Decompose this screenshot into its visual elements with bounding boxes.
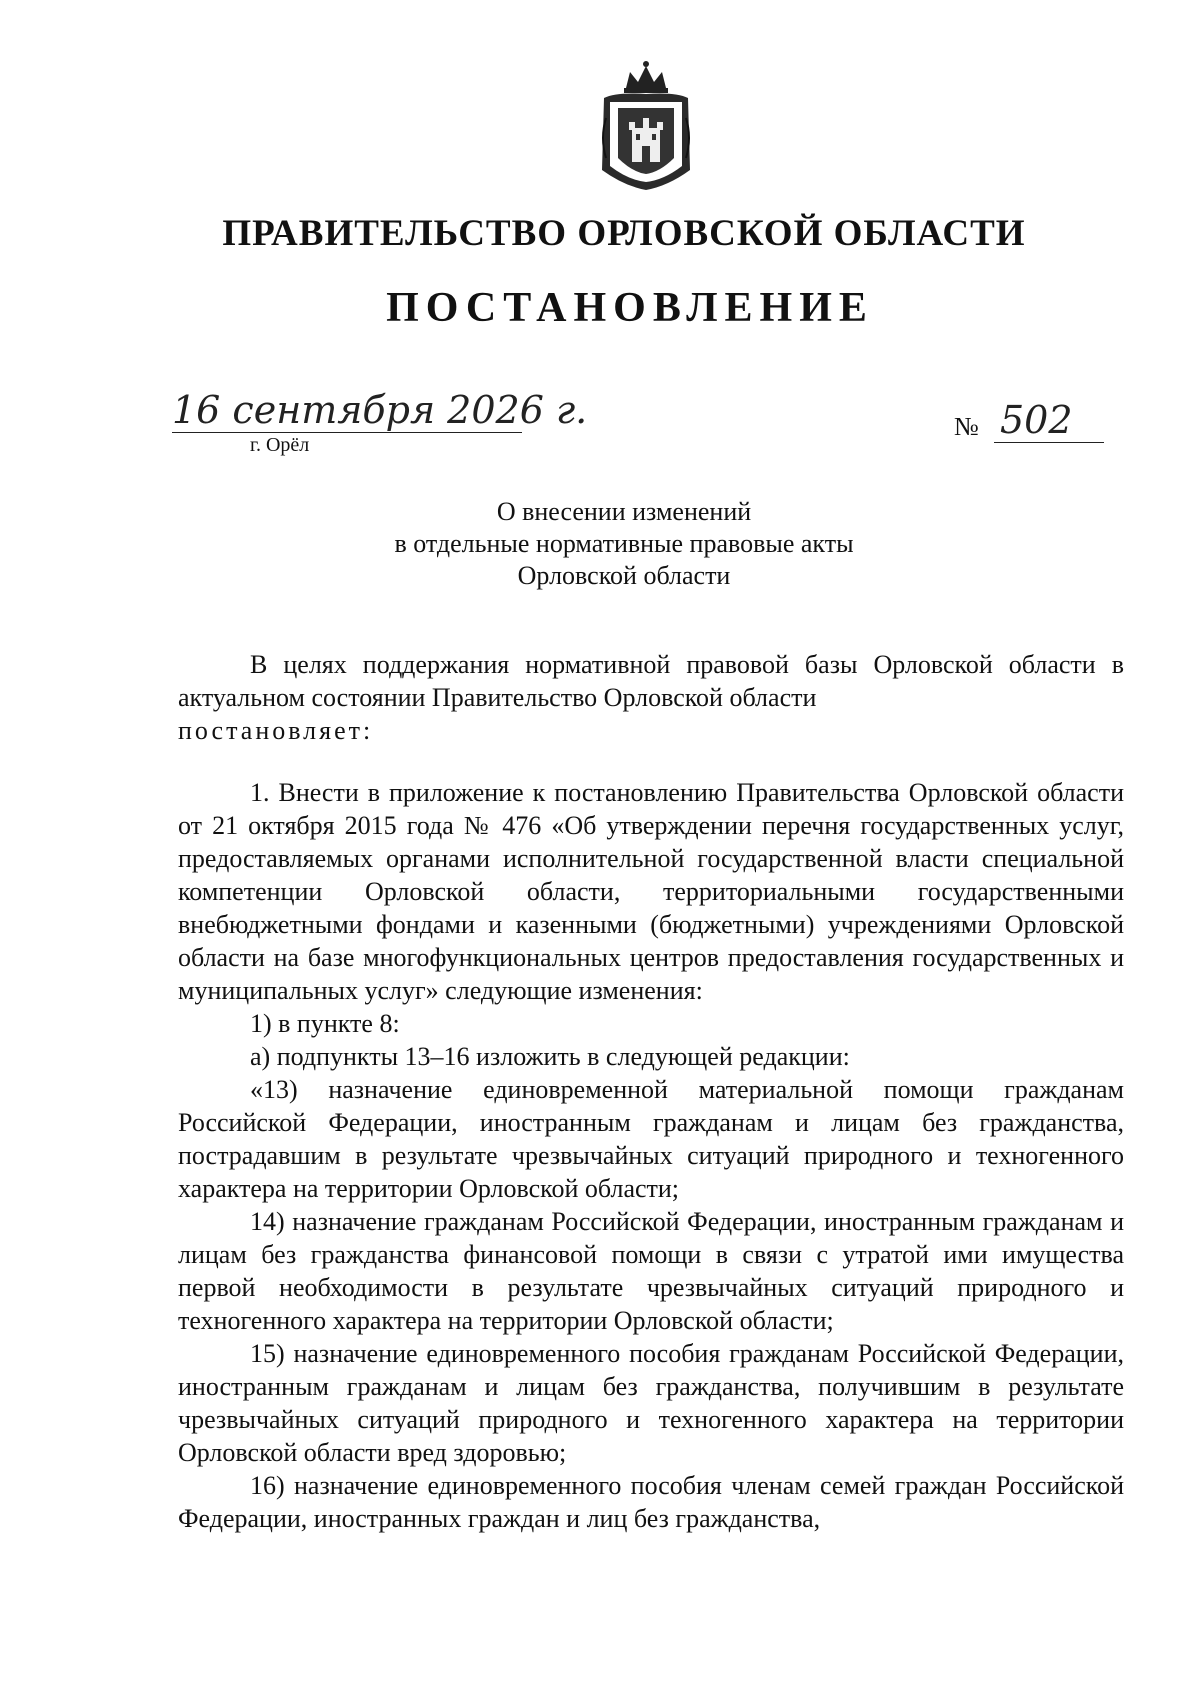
- number-underline: [994, 442, 1104, 443]
- coat-of-arms-emblem: [596, 58, 696, 193]
- preamble: [178, 648, 1124, 747]
- body-paragraph: 15) назначение единовременного пособия гражданам Российской Федерации, иностранным гражданам и лицам без гражданства, получившим в результате чрезвычайных ситуаций природного и техногенного характера на территории Орловской области вред здоровью;: [178, 1339, 1124, 1467]
- date-block: [172, 388, 588, 458]
- body-paragraph: 1. Внести в приложение к постановлению Правительства Орловской области от 21 октября 2015 года № 476 «Об утверждении перечня государственных услуг, предоставляемых органами исполнительной государственной власти специальной компетенции Орловской области, территориальными государственными внебюджетными фондами и казенными (бюджетными) учреждениями Орловской области на базе многофункциональных центров предоставления государственных и муниципальных услуг» следующие изменения:: [178, 778, 1124, 1005]
- number-block: [954, 398, 1124, 448]
- subject-line: в отдельные нормативные правовые акты: [394, 529, 854, 558]
- government-title: ПРАВИТЕЛЬСТВО ОРЛОВСКОЙ ОБЛАСТИ: [222, 213, 1026, 254]
- number-sign: №: [954, 412, 979, 441]
- body-paragraph: а) подпункты 13–16 изложить в следующей редакции:: [250, 1042, 850, 1071]
- preamble-verb: постановляет:: [178, 716, 374, 745]
- body-paragraph: 1) в пункте 8:: [250, 1009, 400, 1038]
- subject-line: Орловской области: [517, 561, 731, 590]
- subject-line: О внесении изменений: [496, 497, 752, 526]
- preamble-text: В целях поддержания нормативной правовой базы Орловской области в актуальном состоянии Правительство Орловской области: [178, 650, 1124, 712]
- date-underline: [172, 432, 522, 433]
- body-paragraph: «13) назначение единовременной материальной помощи гражданам Российской Федерации, иностранным гражданам и лицам без гражданства, пострадавшим в результате чрезвычайных ситуаций природного и техногенного характера на территории Орловской области;: [178, 1075, 1124, 1203]
- city-label: г. Орёл: [250, 434, 310, 456]
- body-paragraph: 16) назначение единовременного пособия членам семей граждан Российской Федерации, иностранных граждан и лиц без гражданства,: [178, 1471, 1124, 1533]
- body-paragraph: 14) назначение гражданам Российской Федерации, иностранным гражданам и лицам без гражданства финансовой помощи в связи с утратой ими имущества первой необходимости в результате чрезвычайных ситуаций природного и техногенного характера на территории Орловской области;: [178, 1207, 1124, 1335]
- document-subject: [0, 496, 1200, 592]
- handwritten-number: 502: [1000, 398, 1073, 442]
- document-type-title: ПОСТАНОВЛЕНИЕ: [386, 285, 874, 331]
- document-body: [178, 776, 1124, 1535]
- handwritten-date: 16 сентября 2026 г.: [172, 388, 588, 432]
